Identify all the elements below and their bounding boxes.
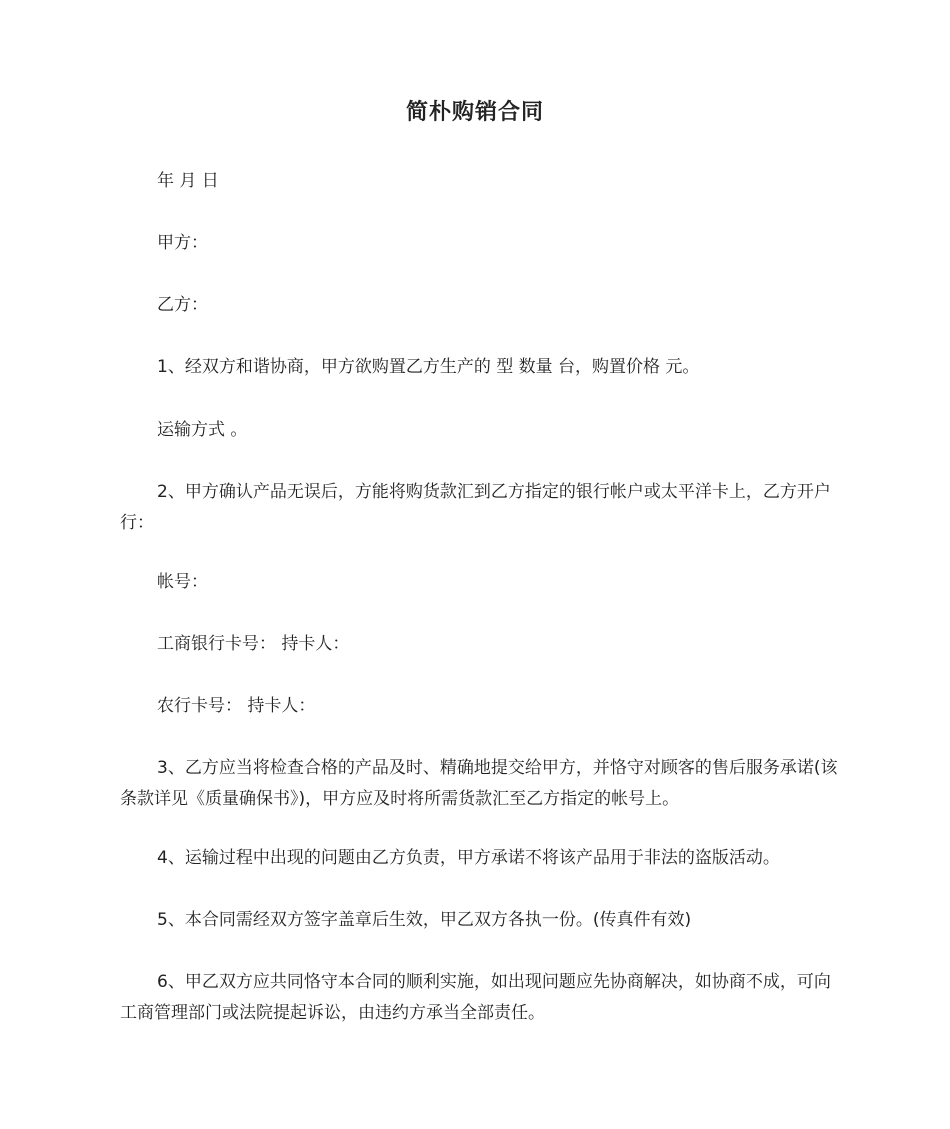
clause-5: 5、本合同需经双方签字盖章后生效，甲乙双方各执一份。(传真件有效) <box>157 910 692 930</box>
party-b-line: 乙方： <box>157 295 208 315</box>
transport-method-line: 运输方式 。 <box>157 420 248 440</box>
clause-3: 3、乙方应当将检查合格的产品及时、精确地提交给甲方，并恪守对顾客的售后服务承诺(该条款详见《质量确保书》)，甲方应及时将所需货款汇至乙方指定的帐号上。 <box>120 758 838 809</box>
account-number-line: 帐号： <box>157 572 208 592</box>
icbc-card-line: 工商银行卡号： 持卡人： <box>157 634 350 654</box>
document-title: 简朴购销合同 <box>405 100 544 125</box>
clause-2: 2、甲方确认产品无误后，方能将购货款汇到乙方指定的银行帐户或太平洋卡上，乙方开户行： <box>120 482 831 533</box>
clause-4: 4、运输过程中出现的问题由乙方负责，甲方承诺不将该产品用于非法的盗版活动。 <box>157 848 780 868</box>
clause-6: 6、甲乙双方应共同恪守本合同的顺利实施，如出现问题应先协商解决，如协商不成，可向工商管理部门或法院提起诉讼，由违约方承当全部责任。 <box>120 972 831 1023</box>
clause-1: 1、经双方和谐协商，甲方欲购置乙方生产的 型 数量 台，购置价格 元。 <box>157 357 700 377</box>
party-a-line: 甲方： <box>157 233 208 253</box>
abc-card-line: 农行卡号： 持卡人： <box>157 696 316 716</box>
date-line: 年 月 日 <box>157 171 219 191</box>
